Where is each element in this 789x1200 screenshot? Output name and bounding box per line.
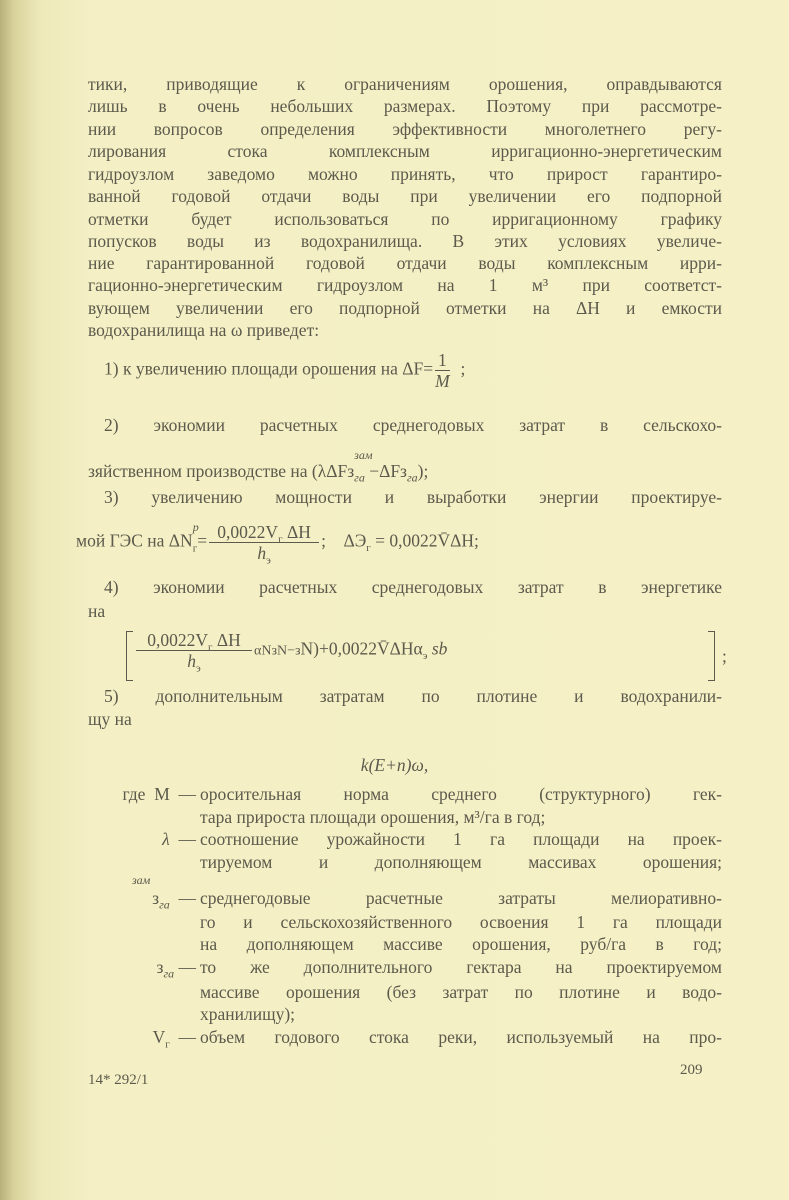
numerator: $0,0022V_г$ ΔH xyxy=(209,522,319,543)
definition-line: среднегодовые расчетные затраты мелиоративно- xyxy=(200,888,722,908)
item-4-line-1: 4) экономии расчетных среднегодовых затрат в энергетике xyxy=(104,577,722,597)
fraction xyxy=(435,350,450,391)
definition-line: оросительная норма среднего (структурного) гек- xyxy=(200,784,722,804)
text: ; xyxy=(321,530,326,551)
definition-term: $V_г$ — xyxy=(152,1027,196,1051)
text: ΔЭ xyxy=(343,530,367,551)
fraction xyxy=(209,522,319,567)
numerator: $0,0022V_г$ ΔH xyxy=(136,630,252,651)
denominator: $h_э$ xyxy=(187,651,201,675)
item-4-end: ; xyxy=(722,646,727,666)
item-4-line-2: на xyxy=(88,601,106,621)
page-number: 209 xyxy=(680,1062,703,1078)
text-line: водохранилища на ω приведет: xyxy=(88,320,320,340)
text-line: ние гарантированной годовой отдачи воды комплексным ирри- xyxy=(88,253,722,273)
definition-term: $з_{га}$ — xyxy=(156,957,196,981)
text-line: ванной годовой отдачи воды при увеличении его подпорной xyxy=(88,186,722,206)
numerator: 1 xyxy=(435,350,450,371)
text: ); xyxy=(417,461,429,481)
item-4-formula xyxy=(134,630,448,675)
text-line: попусков воды из водохранилища. В этих условиях увеличе- xyxy=(88,231,722,251)
text: sb xyxy=(427,638,448,659)
denominator: M xyxy=(435,371,450,391)
definition-line: тара прироста площади орошения, м³/га в год; xyxy=(200,807,546,827)
text: = xyxy=(197,530,208,551)
text-line: лирования стока комплексным ирригационно-энергетическим xyxy=(88,141,722,161)
text: α xyxy=(254,643,262,659)
text: N)+0,0022V̄ΔHα xyxy=(300,638,423,659)
text-line: гидроузлом заведомо можно принять, что прирост гарантиро- xyxy=(88,164,722,184)
definition-line: то же дополнительного гектара на проектируемом xyxy=(200,957,722,977)
fraction xyxy=(136,630,252,675)
definition-term: где M — xyxy=(122,784,196,804)
subscript: г xyxy=(192,542,198,555)
definition-term: $з_{га}$ — xyxy=(152,888,196,912)
superscript: р xyxy=(192,519,199,534)
subscript: э xyxy=(422,650,428,663)
definition-line: на дополняющем массиве орошения, руб/га в год; xyxy=(200,934,722,954)
text-line: лишь в очень небольших размерах. Поэтому при рассмотре- xyxy=(88,96,722,116)
right-bracket xyxy=(708,631,715,681)
text: = 0,0022V̄ΔH; xyxy=(370,530,479,551)
item-2-line-1: 2) экономии расчетных среднегодовых затрат в сельскохо- xyxy=(104,415,722,435)
definition-term-superscript: зам xyxy=(132,873,151,887)
text-line: вующем увеличении его подпорной отметки на ΔH и емкости xyxy=(88,298,722,318)
denominator: $h_э$ xyxy=(257,543,271,567)
text: зяйственном производстве на (λΔFз xyxy=(88,461,355,481)
item-3-line-1: 3) увеличению мощности и выработки энергии проектируе- xyxy=(104,487,722,507)
definition-line: тируемом и дополняющем массивах орошения; xyxy=(200,852,722,872)
text-line: тики, приводящие к ограничениям орошения, оправдываются xyxy=(88,74,722,94)
text-line: отметки будет использоваться по ирригационному графику xyxy=(88,209,722,229)
item-5-line-1: 5) дополнительным затратам по плотине и водохранили- xyxy=(104,686,722,706)
definition-line: объем годового стока реки, используемый на про- xyxy=(200,1027,722,1047)
item-1 xyxy=(104,350,465,391)
definition-line: соотношение урожайности 1 га площади на проек- xyxy=(200,829,722,849)
subscript: га xyxy=(406,470,418,485)
text: мой ГЭС на ΔN xyxy=(76,530,193,551)
left-bracket xyxy=(126,631,133,681)
item-5-line-2: щу на xyxy=(88,709,132,729)
text: Nз xyxy=(261,643,277,659)
item-3-formula xyxy=(76,519,479,567)
item-1-end: ; xyxy=(460,358,466,379)
text: N−з xyxy=(276,643,301,659)
definition-line: хранилищу); xyxy=(200,1004,296,1024)
definition-line: го и сельскохозяйственного освоения 1 га площади xyxy=(200,912,722,932)
text: −ΔFз xyxy=(364,461,407,481)
text-line: гационно-энергетическим гидроузлом на 1 м³ при соответст- xyxy=(88,275,722,295)
superscript: зам xyxy=(354,448,373,462)
subscript: га xyxy=(354,470,365,485)
text-line: нии вопросов определения эффективности многолетнего регу- xyxy=(88,119,722,139)
definition-line: массиве орошения (без затрат по плотине и водо- xyxy=(200,982,722,1002)
subscript: г xyxy=(366,542,371,555)
printer-signature: 14* 292/1 xyxy=(88,1072,149,1088)
item-1-text: 1) к увеличению площади орошения на ΔF= xyxy=(104,358,434,379)
item-5-formula: k(E+n)ω, xyxy=(360,755,429,775)
definition-term: λ — xyxy=(162,829,196,849)
item-2-line-2 xyxy=(88,448,429,485)
